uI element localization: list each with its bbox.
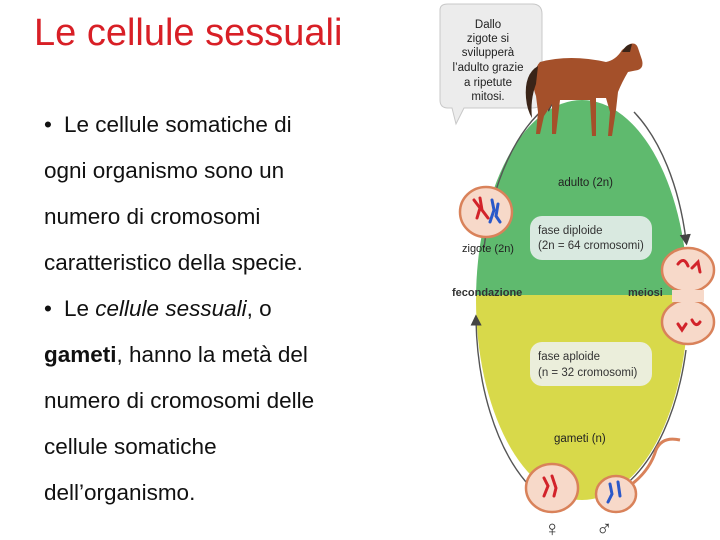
life-cycle-diagram <box>410 0 720 540</box>
bullet-marker: • <box>44 112 52 137</box>
bullet-1-line-3: numero di cromosomi <box>44 204 261 229</box>
fertilization-label: fecondazione <box>452 287 523 299</box>
bubble-line: a ripetute <box>464 77 512 89</box>
zygote-cell <box>460 187 512 237</box>
bullet-text: Le cellule somatiche di <box>64 112 292 137</box>
haploid-title: fase aploide <box>538 351 601 363</box>
bullet-1-line-4: caratteristico della specie. <box>44 250 303 275</box>
bullet-list <box>44 102 404 516</box>
female-symbol-icon: ♀ <box>544 516 561 540</box>
diploid-title: fase diploide <box>538 225 603 237</box>
bullet-2-line-2 <box>44 332 404 378</box>
slide-title: Le cellule sessuali <box>34 12 343 54</box>
bubble-line: Dallo <box>474 19 502 31</box>
bullet-2-line-5: dell’organismo. <box>44 480 196 505</box>
gametes-label: gameti (n) <box>554 433 606 445</box>
bubble-line: mitosi. <box>471 91 505 103</box>
bubble-line: svilupperà <box>461 47 515 59</box>
egg-cell <box>526 464 578 512</box>
meiosis-label: meiosi <box>628 287 663 299</box>
diploid-info-box <box>530 216 652 260</box>
haploid-count: (n = 32 cromosomi) <box>538 367 638 379</box>
bold-term: gameti <box>44 342 117 367</box>
bullet-1-line-2: ogni organismo sono un <box>44 158 285 183</box>
bullet-2-line-3: numero di cromosomi delle <box>44 388 315 413</box>
life-cycle-figure <box>410 0 720 540</box>
diploid-count: (2n = 64 cromosomi) <box>538 240 644 252</box>
italic-term: cellule sessuali <box>95 296 247 321</box>
bubble-line: l’adulto grazie <box>452 62 524 74</box>
bullet-text: , o <box>246 296 272 321</box>
bullet-2-line-4: cellule somatiche <box>44 434 217 459</box>
haploid-info-box <box>530 342 652 386</box>
bubble-line: zigote si <box>466 33 510 45</box>
male-symbol-icon: ♂ <box>596 516 613 540</box>
bullet-text: , hanno la metà del <box>116 342 308 367</box>
bullet-2-line-1 <box>44 286 404 332</box>
bullet-text: Le <box>64 296 96 321</box>
bullet-marker: • <box>44 296 52 321</box>
zygote-label: zigote (2n) <box>462 243 514 255</box>
adult-label: adulto (2n) <box>558 177 613 189</box>
bullet-1-line-1 <box>44 102 404 148</box>
